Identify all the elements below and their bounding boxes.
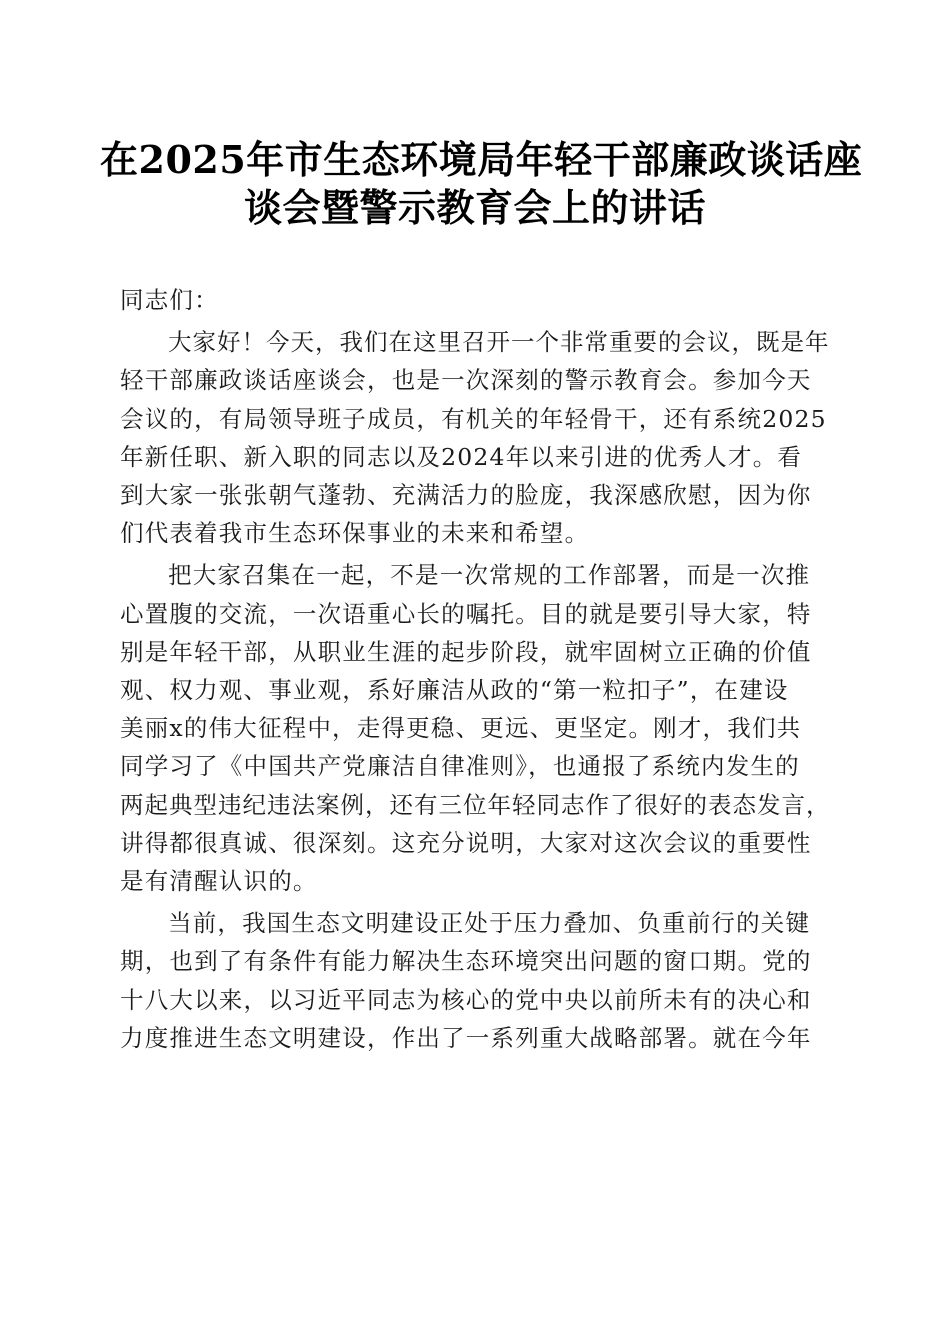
paragraph-line: 美丽x的伟大征程中，走得更稳、更远、更坚定。刚才，我们共 — [120, 714, 802, 743]
title-line-1: 在2025年市生态环境局年轻干部廉政谈话座 — [100, 137, 863, 182]
salutation: 同志们： — [120, 286, 219, 314]
document-body — [120, 281, 832, 1061]
paragraph-line: 同学习了《中国共产党廉洁自律准则》，也通报了系统内发生的 — [120, 752, 800, 781]
paragraph-line: 是有清醒认识的。 — [120, 867, 318, 896]
paragraph-line: 当前，我国生态文明建设正处于压力叠加、负重前行的关键 — [168, 909, 811, 938]
title-line-2: 谈会暨警示教育会上的讲话 — [243, 185, 706, 230]
paragraph-line: 别是年轻干部，从职业生涯的起步阶段，就牢固树立正确的价值 — [120, 637, 812, 666]
paragraph-line: 讲得都很真诚、很深刻。这充分说明，大家对这次会议的重要性 — [120, 828, 812, 857]
paragraph-line: 把大家召集在一起，不是一次常规的工作部署，而是一次推 — [168, 561, 811, 590]
paragraph-line: 会议的，有局领导班子成员，有机关的年轻骨干，还有系统2025 — [120, 404, 827, 433]
paragraph-line: 们代表着我市生态环保事业的未来和希望。 — [120, 519, 590, 548]
paragraph-2 — [120, 556, 832, 900]
paragraph-line: 年新任职、新入职的同志以及2024年以来引进的优秀人才。看 — [120, 442, 803, 471]
paragraph-line: 轻干部廉政谈话座谈会，也是一次深刻的警示教育会。参加今天 — [120, 366, 812, 395]
paragraph-3 — [120, 904, 832, 1057]
paragraph-line: 大家好！今天，我们在这里召开一个非常重要的会议，既是年 — [168, 328, 830, 357]
paragraph-line: 两起典型违纪违法案例，还有三位年轻同志作了很好的表态发言， — [120, 790, 831, 819]
paragraph-line: 到大家一张张朝气蓬勃、充满活力的脸庞，我深感欣慰，因为你 — [120, 481, 812, 510]
paragraph-line: 心置腹的交流，一次语重心长的嘱托。目的就是要引导大家，特 — [120, 599, 812, 628]
paragraph-1 — [120, 323, 832, 552]
paragraph-line: 期，也到了有条件有能力解决生态环境突出问题的窗口期。党的 — [120, 947, 812, 976]
paragraph-line: 观、权力观、事业观，系好廉洁从政的“第一粒扣子”，在建设 — [120, 676, 789, 705]
paragraph-line: 十八大以来，以习近平同志为核心的党中央以前所未有的决心和 — [120, 985, 812, 1014]
document-title — [100, 136, 863, 232]
paragraph-line: 力度推进生态文明建设，作出了一系列重大战略部署。就在今年 — [120, 1023, 812, 1052]
